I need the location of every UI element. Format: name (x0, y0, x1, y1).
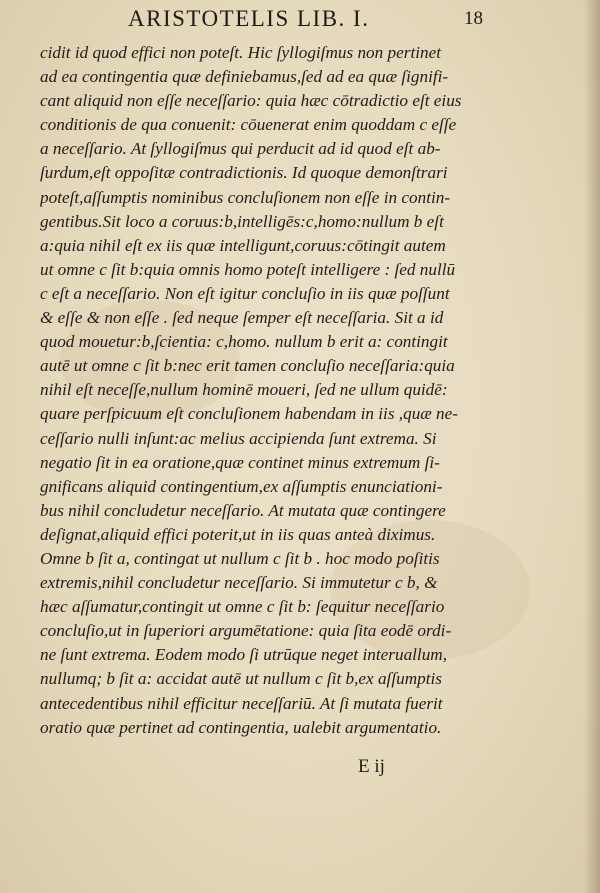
text-line: cidit id quod effici non poteſt. Hic ſyllogiſmus non pertinet (40, 43, 441, 62)
text-line: ceſſario nulli inſunt:ac melius accipienda ſunt extrema. Si (40, 428, 437, 448)
text-line: nullumq; b ſit a: accidat autē ut nullum c ſit b,ex aſſumptis (40, 669, 442, 689)
text-line: Omne b ſit a, contingat ut nullum c ſit b . hoc modo poſitis (40, 548, 440, 568)
text-line: a neceſſario. At ſyllogiſmus qui perducit ad id quod eſt ab- (40, 139, 441, 159)
text-line: conditionis de qua conuenit: cōuenerat enim quoddam c eſſe (40, 115, 457, 135)
text-line: nihil eſt neceſſe,nullum hominē moueri, ſed ne ullum quidē: (40, 380, 448, 400)
text-line: ſurdum,eſt oppoſitæ contradictionis. Id quoque demonſtrari (40, 163, 448, 183)
text-block (40, 41, 512, 740)
text-line: bus nihil concludetur neceſſario. At mutata quæ contingere (40, 500, 446, 520)
text-line: gnificans aliquid contingentium,ex aſſumptis enunciationi- (40, 476, 443, 496)
text-line: ne ſunt extrema. Eodem modo ſi utrūque neget interuallum, (40, 645, 448, 665)
text-line: negatio ſit in ea oratione,quæ continet minus extremum ſi- (40, 452, 440, 472)
text-line: c eſt a neceſſario. Non eſt igitur concluſio in iis quæ poſſunt (40, 283, 450, 303)
text-line: hæc aſſumatur,contingit ut omne c ſit b: ſequitur neceſſario (40, 597, 445, 617)
text-line: cant aliquid non eſſe neceſſario: quia hæc cōtradictio eſt eius (40, 91, 462, 111)
text-line: & eſſe & non eſſe . ſed neque ſemper eſt neceſſaria. Sit a id (40, 308, 444, 328)
text-line: extremis,nihil concludetur neceſſario. Si immutetur c b, & (40, 573, 438, 593)
text-line: quod mouetur:b,ſcientia: c,homo. nullum b erit a: contingit (40, 332, 448, 352)
text-line: a:quia nihil eſt ex iis quæ intelligunt,coruus:cōtingit autem (40, 235, 446, 255)
running-head: ARISTOTELIS LIB. I. (128, 6, 370, 31)
text-line: poteſt,aſſumptis nominibus concluſionem non eſſe in contin- (40, 187, 451, 207)
text-line: deſignat,aliquid effici poterit,ut in iis quas anteà diximus. (40, 524, 436, 544)
text-line: concluſio,ut in ſuperiori argumētatione: quia ſita eodē ordi- (40, 621, 452, 641)
page-edge-shadow (584, 0, 600, 893)
signature-mark: E ij (358, 756, 385, 777)
text-line: antecedentibus nihil efficitur neceſſariū. At ſi mutata fuerit (40, 693, 443, 713)
text-line: ut omne c ſit b:quia omnis homo poteſt intelligere : ſed nullū (40, 259, 456, 279)
page-number: 18 (464, 8, 483, 29)
text-line: ad ea contingentia quæ definiebamus,ſed ad ea quæ ſignifi- (40, 67, 449, 87)
text-line: quare perſpicuum eſt concluſionem habendam in iis ,quæ ne- (40, 404, 458, 424)
text-line: oratio quæ pertinet ad contingentia, ualebit argumentatio. (40, 717, 442, 737)
page-header (128, 6, 508, 34)
text-line: autē ut omne c ſit b:nec erit tamen concluſio neceſſaria:quia (40, 356, 455, 376)
text-line: gentibus.Sit loco a coruus:b,intelligēs:c,homo:nullum b eſt (40, 211, 444, 231)
